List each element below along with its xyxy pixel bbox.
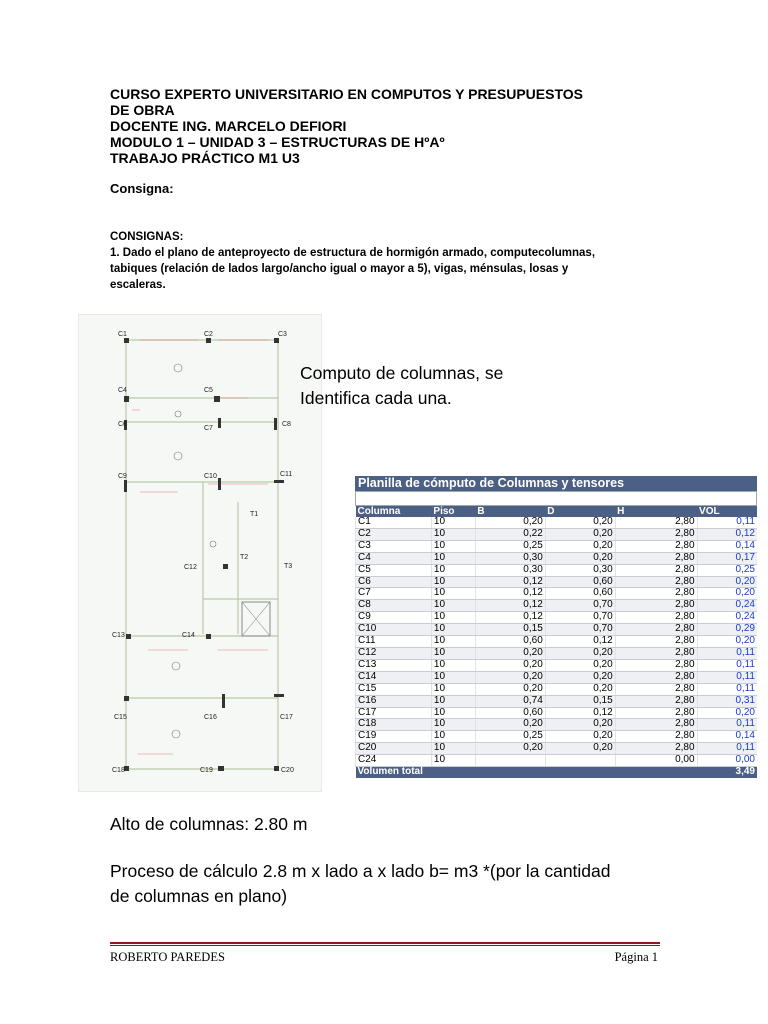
table-cell: 0,70 (545, 612, 615, 624)
table-header-row (356, 506, 758, 517)
table-cell: 10 (431, 731, 475, 743)
table-cell: 0,15 (545, 695, 615, 707)
table-cell: 2,80 (615, 636, 697, 648)
table-row (356, 552, 758, 564)
table-cell: 0,12 (475, 612, 545, 624)
table-blank-row (355, 491, 757, 506)
table-title: Planilla de cómputo de Columnas y tensores (355, 476, 757, 491)
plan-label-c19: C19 (200, 767, 213, 774)
table-cell (545, 755, 615, 767)
plan-label-t3: T3 (284, 563, 293, 570)
plan-label-c6: C6 (118, 421, 127, 428)
table-cell: 2,80 (615, 552, 697, 564)
plan-label-c13: C13 (112, 632, 125, 639)
assignment-line: TRABAJO PRÁCTICO M1 U3 (110, 150, 300, 166)
course-title-line2: DE OBRA (110, 102, 175, 118)
table-cell: 0,11 (697, 517, 757, 528)
table-cell: 0,20 (545, 731, 615, 743)
table-cell: C2 (356, 528, 432, 540)
table-cell: 0,12 (475, 588, 545, 600)
plan-label-c4: C4 (118, 387, 127, 394)
table-cell: 0,20 (697, 636, 757, 648)
table-cell: 10 (431, 671, 475, 683)
table-cell: C6 (356, 576, 432, 588)
table-cell: 0,25 (475, 540, 545, 552)
plan-label-t2: T2 (240, 554, 249, 561)
table-cell: 0,30 (475, 552, 545, 564)
table-cell: 0,60 (545, 588, 615, 600)
table-cell: 0,20 (475, 671, 545, 683)
table-cell: 0,11 (697, 719, 757, 731)
table-cell: 2,80 (615, 576, 697, 588)
plan-label-c9: C9 (118, 473, 127, 480)
table-cell: 10 (431, 695, 475, 707)
plan-label-c7: C7 (204, 425, 213, 432)
table-cell: C15 (356, 683, 432, 695)
table-row (356, 600, 758, 612)
table-cell: C11 (356, 636, 432, 648)
table-cell: 0,20 (545, 517, 615, 528)
consignas-text-line3: escaleras. (110, 279, 166, 291)
table-cell: 0,11 (697, 671, 757, 683)
table-cell: 2,80 (615, 612, 697, 624)
table-header-cell: D (545, 506, 615, 517)
table-cell: 0,00 (615, 755, 697, 767)
table-cell: 2,80 (615, 517, 697, 528)
table-row (356, 588, 758, 600)
table-row (356, 564, 758, 576)
plan-label-c16: C16 (204, 714, 217, 721)
plan-label-c18: C18 (112, 767, 125, 774)
table-cell: C24 (356, 755, 432, 767)
table-cell: C10 (356, 624, 432, 636)
table-cell: 10 (431, 552, 475, 564)
table-cell: 0,20 (545, 528, 615, 540)
table-cell: 0,20 (545, 552, 615, 564)
table-cell: C13 (356, 659, 432, 671)
table-cell: 0,20 (545, 719, 615, 731)
plan-label-c12: C12 (184, 564, 197, 571)
consignas-text-line1: 1. Dado el plano de anteproyecto de estructura de hormigón armado, computecolumnas, (110, 247, 596, 259)
table-cell: 10 (431, 683, 475, 695)
table-cell: 0,30 (475, 564, 545, 576)
table-total-value: 3,49 (697, 767, 757, 778)
table-cell: 10 (431, 528, 475, 540)
table-cell: 0,11 (697, 647, 757, 659)
table-cell: 0,17 (697, 552, 757, 564)
table-cell: C14 (356, 671, 432, 683)
table-row (356, 719, 758, 731)
table-row (356, 683, 758, 695)
table-cell: C12 (356, 647, 432, 659)
table-row (356, 636, 758, 648)
table-cell: 0,20 (697, 588, 757, 600)
table-cell: 0,70 (545, 624, 615, 636)
table-cell: 0,60 (475, 707, 545, 719)
course-title-line1: CURSO EXPERTO UNIVERSITARIO EN COMPUTOS Y PRESUPUESTOS (110, 86, 583, 102)
table-cell: 10 (431, 576, 475, 588)
document-header (110, 86, 670, 166)
table-cell: C9 (356, 612, 432, 624)
table-cell: C20 (356, 743, 432, 755)
table-header-cell: Columna (356, 506, 432, 517)
plan-label-c5: C5 (204, 387, 213, 394)
table-header-cell: B (475, 506, 545, 517)
table-cell: 0,00 (697, 755, 757, 767)
table-cell: 0,22 (475, 528, 545, 540)
structure-plan-drawing (78, 314, 322, 792)
table-cell: 2,80 (615, 564, 697, 576)
footer-author: ROBERTO PAREDES (110, 950, 225, 964)
table-cell: 10 (431, 719, 475, 731)
table-cell: 10 (431, 743, 475, 755)
table-row (356, 647, 758, 659)
columns-computation-table (355, 476, 757, 778)
table-cell: 0,31 (697, 695, 757, 707)
plan-label-c20: C20 (281, 767, 294, 774)
table-cell: 0,30 (545, 564, 615, 576)
plan-label-c3: C3 (278, 331, 287, 338)
table-cell: 0,24 (697, 600, 757, 612)
table-cell: 0,25 (475, 731, 545, 743)
consigna-label: Consigna: (110, 181, 174, 196)
table-cell: 10 (431, 636, 475, 648)
table-row (356, 624, 758, 636)
table-cell: 0,12 (545, 636, 615, 648)
table-row (356, 612, 758, 624)
table-row (356, 517, 758, 528)
teacher-line: DOCENTE ING. MARCELO DEFIORI (110, 118, 347, 134)
footer-rule-thin (110, 945, 660, 946)
footer-page-number: Página 1 (614, 950, 658, 964)
table-cell: 0,20 (545, 683, 615, 695)
plan-label-c17: C17 (280, 714, 293, 721)
table-row (356, 731, 758, 743)
table-cell: 2,80 (615, 671, 697, 683)
table-cell: C16 (356, 695, 432, 707)
table-cell: 2,80 (615, 600, 697, 612)
plan-label-c11: C11 (280, 471, 293, 478)
table-cell: C5 (356, 564, 432, 576)
table-cell: 0,11 (697, 683, 757, 695)
calculation-process-line2: de columnas en plano) (110, 886, 288, 906)
table-cell: 2,80 (615, 695, 697, 707)
column-note-line2: Identifica cada una. (300, 388, 452, 408)
table-cell: 0,20 (545, 659, 615, 671)
table-cell: 10 (431, 612, 475, 624)
table-cell: C3 (356, 540, 432, 552)
table-cell: 0,20 (697, 707, 757, 719)
consignas-text-line2: tabiques (relación de lados largo/ancho igual o mayor a 5), vigas, ménsulas, losas y (110, 263, 569, 275)
table-row (356, 755, 758, 767)
table-cell: 0,20 (475, 517, 545, 528)
table-cell: 0,11 (697, 743, 757, 755)
table-cell: 2,80 (615, 743, 697, 755)
table-row (356, 743, 758, 755)
table-cell: 10 (431, 755, 475, 767)
table-cell: 0,29 (697, 624, 757, 636)
module-line: MODULO 1 – UNIDAD 3 – ESTRUCTURAS DE HºAº (110, 134, 445, 150)
table-cell: C1 (356, 517, 432, 528)
table-cell: 10 (431, 707, 475, 719)
table-cell: 2,80 (615, 624, 697, 636)
table-cell: 0,24 (697, 612, 757, 624)
table-cell: C7 (356, 588, 432, 600)
table-cell: 2,80 (615, 731, 697, 743)
table-header-cell: Piso (431, 506, 475, 517)
consignas-block (110, 229, 650, 293)
table-cell: 0,20 (697, 576, 757, 588)
plan-label-c8: C8 (282, 421, 291, 428)
table-cell: C17 (356, 707, 432, 719)
plan-label-c2: C2 (204, 331, 213, 338)
calculation-process-text (110, 859, 670, 909)
table-cell: 0,25 (697, 564, 757, 576)
table-cell: 0,20 (545, 647, 615, 659)
table-cell: 0,20 (545, 743, 615, 755)
table-cell: 10 (431, 540, 475, 552)
table-header-cell: VOL (697, 506, 757, 517)
plan-label-c15: C15 (114, 714, 127, 721)
calculation-process-line1: Proceso de cálculo 2.8 m x lado a x lado b= m3 *(por la cantidad (110, 861, 611, 881)
table-row (356, 659, 758, 671)
table-cell: 0,20 (545, 671, 615, 683)
table-cell: 2,80 (615, 528, 697, 540)
structure-plan-image (78, 314, 322, 792)
table-row (356, 695, 758, 707)
table-cell: 0,12 (697, 528, 757, 540)
table-cell: 0,12 (475, 600, 545, 612)
table-cell: 0,15 (475, 624, 545, 636)
table-cell: 2,80 (615, 588, 697, 600)
table-cell: 10 (431, 624, 475, 636)
column-note (300, 361, 560, 411)
table-cell: 0,60 (545, 576, 615, 588)
table-cell: 2,80 (615, 707, 697, 719)
plan-label-c10: C10 (204, 473, 217, 480)
column-height-text: Alto de columnas: 2.80 m (110, 814, 308, 834)
table-cell (475, 755, 545, 767)
table-cell: C19 (356, 731, 432, 743)
plan-label-t1: T1 (250, 511, 259, 518)
table-cell: 0,74 (475, 695, 545, 707)
table-cell: 10 (431, 659, 475, 671)
table-cell: 0,70 (545, 600, 615, 612)
table-cell: 0,11 (697, 659, 757, 671)
footer-rule (110, 942, 660, 944)
table-total-label: Volumen total (356, 767, 698, 778)
table-cell: 0,12 (475, 576, 545, 588)
table-cell: 2,80 (615, 719, 697, 731)
plan-label-c1: C1 (118, 331, 127, 338)
table-row (356, 540, 758, 552)
table-cell: 10 (431, 647, 475, 659)
table-header-cell: H (615, 506, 697, 517)
column-note-line1: Computo de columnas, se (300, 363, 504, 383)
table-cell: 10 (431, 564, 475, 576)
consignas-title: CONSIGNAS: (110, 231, 184, 243)
table-row (356, 671, 758, 683)
table-cell: 0,14 (697, 731, 757, 743)
table-cell: 0,14 (697, 540, 757, 552)
table-cell: 2,80 (615, 659, 697, 671)
table-cell: C8 (356, 600, 432, 612)
table-cell: C18 (356, 719, 432, 731)
table-cell: 10 (431, 517, 475, 528)
table-cell: 10 (431, 600, 475, 612)
table-grid (355, 506, 757, 778)
table-cell: 0,20 (475, 683, 545, 695)
table-cell: 0,20 (545, 540, 615, 552)
table-cell: 0,12 (545, 707, 615, 719)
table-row (356, 707, 758, 719)
plan-label-c14: C14 (182, 632, 195, 639)
table-total-row (356, 767, 758, 778)
table-cell: 2,80 (615, 540, 697, 552)
table-row (356, 528, 758, 540)
table-row (356, 576, 758, 588)
table-cell: 0,20 (475, 659, 545, 671)
table-cell: 10 (431, 588, 475, 600)
table-cell: 0,20 (475, 647, 545, 659)
table-cell: 2,80 (615, 683, 697, 695)
table-cell: C4 (356, 552, 432, 564)
table-cell: 0,60 (475, 636, 545, 648)
table-cell: 2,80 (615, 647, 697, 659)
table-cell: 0,20 (475, 719, 545, 731)
table-cell: 0,20 (475, 743, 545, 755)
